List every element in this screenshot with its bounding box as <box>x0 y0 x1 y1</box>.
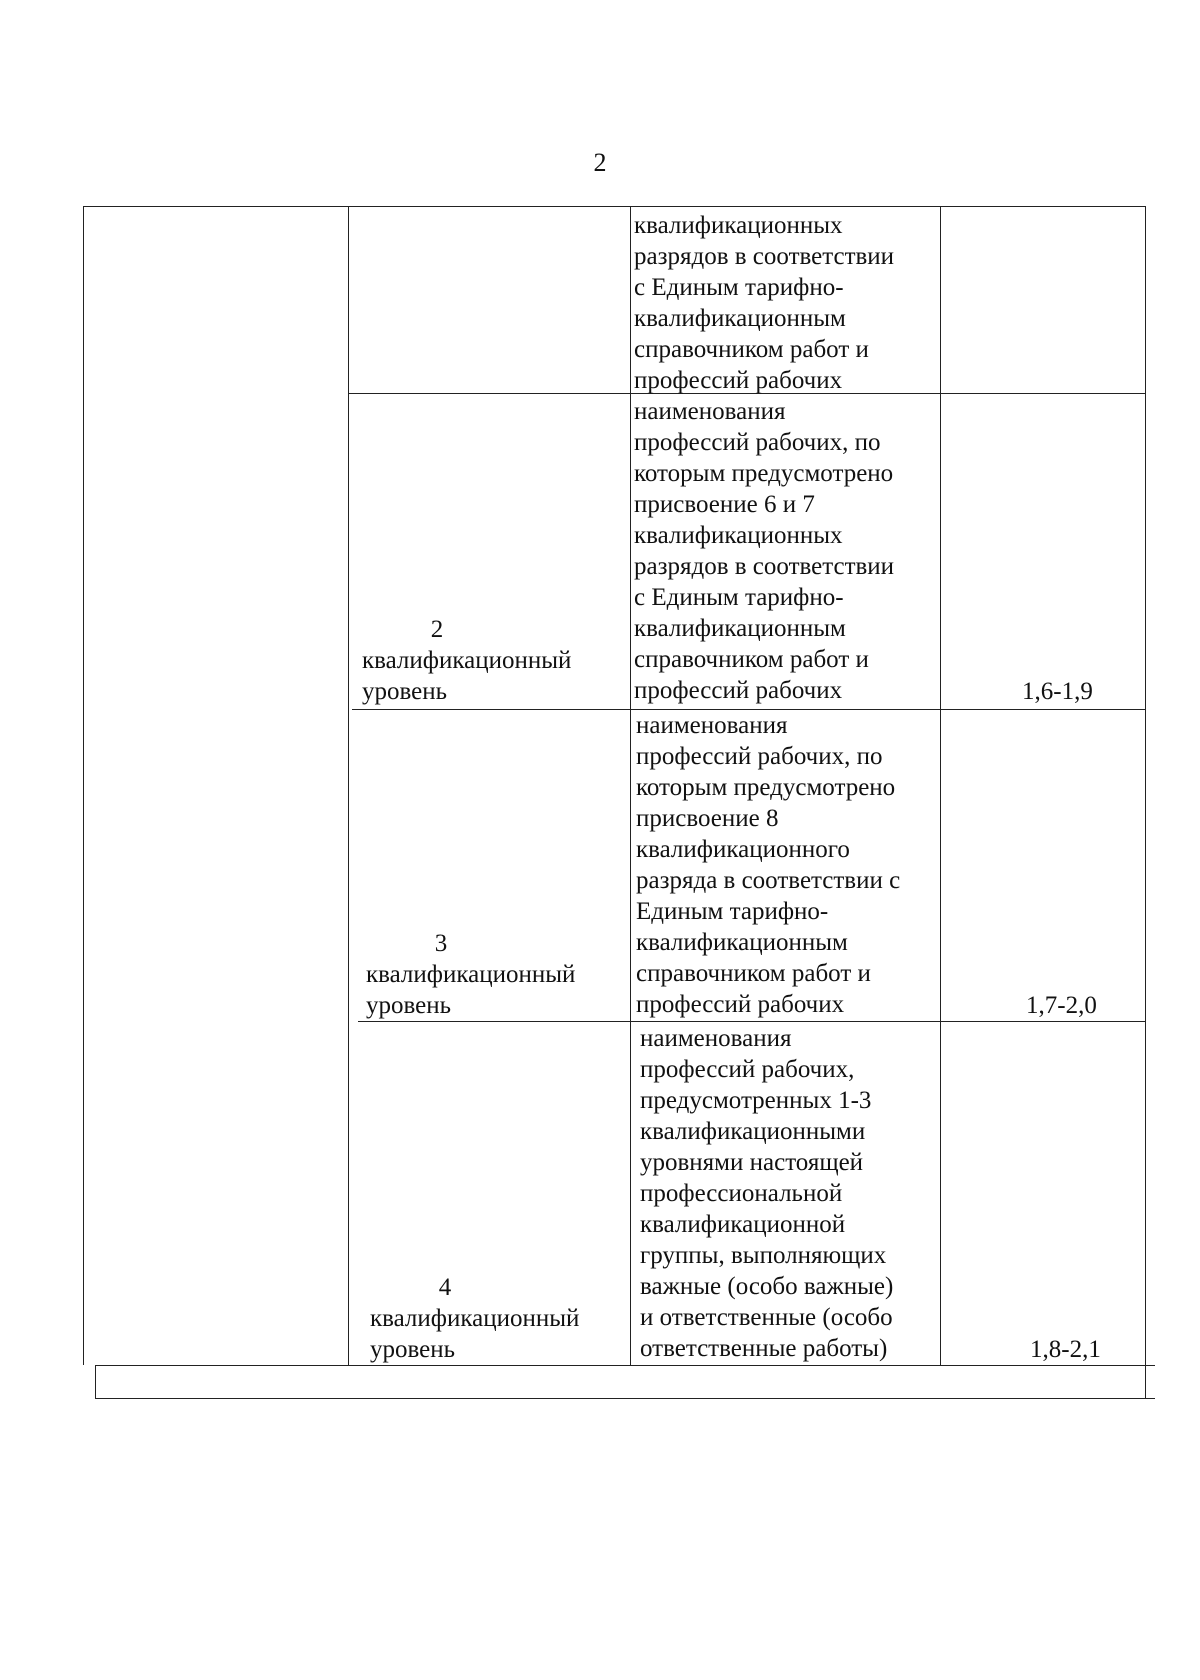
description-line: квалификационных <box>634 212 843 239</box>
description-line: ответственные работы) <box>640 1335 888 1362</box>
description-line: квалификационного <box>636 836 850 863</box>
description-line: профессий рабочих <box>634 677 843 704</box>
description-line: квалификационным <box>634 305 846 332</box>
description-line: наименования <box>634 398 786 425</box>
description-line: профессий рабочих <box>636 991 845 1018</box>
table-row-3-level <box>366 928 575 1021</box>
description-line: справочником работ и <box>634 646 869 673</box>
table-row-4-description <box>640 1023 893 1364</box>
table-top-border <box>83 206 1145 207</box>
description-line: квалификационным <box>636 929 848 956</box>
description-line: профессий рабочих, по <box>636 743 883 770</box>
table-row-2-ratio: 1,6-1,9 <box>1022 678 1093 705</box>
description-line: Единым тарифно- <box>636 898 829 925</box>
description-line: наименования <box>636 712 788 739</box>
description-line: которым предусмотрено <box>636 774 896 801</box>
level-label-line: квалификационный <box>370 1305 580 1332</box>
level-label-line: уровень <box>370 1336 456 1363</box>
description-line: группы, выполняющих <box>640 1242 887 1269</box>
extra-row-left-border <box>95 1365 96 1398</box>
level-label-line: квалификационный <box>362 647 572 674</box>
column-divider-2 <box>630 206 631 1365</box>
row-divider-3 <box>358 1021 1145 1022</box>
description-line: профессий рабочих, <box>640 1056 855 1083</box>
level-number: 2 <box>430 616 444 643</box>
description-line: квалификационными <box>640 1118 866 1145</box>
level-label-line: квалификационный <box>366 961 576 988</box>
table-row-3-description <box>636 710 900 1020</box>
extra-row-bottom-border <box>95 1398 1155 1399</box>
description-line: профессий рабочих, по <box>634 429 881 456</box>
description-line: разрядов в соответствии <box>634 553 895 580</box>
table-row-1-description <box>634 210 894 396</box>
description-line: квалификационным <box>634 615 846 642</box>
table-row-4-level <box>370 1272 579 1365</box>
table-row-3-ratio: 1,7-2,0 <box>1026 992 1097 1019</box>
description-line: которым предусмотрено <box>634 460 894 487</box>
description-line: присвоение 8 <box>636 805 779 832</box>
description-line: профессий рабочих <box>634 367 843 394</box>
description-line: разрядов в соответствии <box>634 243 895 270</box>
description-line: уровнями настоящей <box>640 1149 864 1176</box>
page-number: 2 <box>593 148 607 177</box>
table-bottom-border <box>95 1365 1155 1366</box>
table-right-border <box>1145 206 1146 1398</box>
column-divider-3 <box>940 206 941 1365</box>
table-row-2-description <box>634 396 894 706</box>
description-line: присвоение 6 и 7 <box>634 491 815 518</box>
description-line: с Единым тарифно- <box>634 274 844 301</box>
table-left-border <box>83 206 84 1365</box>
level-number: 4 <box>438 1274 452 1301</box>
description-line: справочником работ и <box>636 960 871 987</box>
description-line: квалификационных <box>634 522 843 549</box>
level-number: 3 <box>434 930 448 957</box>
table-row-2-level <box>362 614 571 707</box>
description-line: разряда в соответствии с <box>636 867 901 894</box>
description-line: наименования <box>640 1025 792 1052</box>
description-line: с Единым тарифно- <box>634 584 844 611</box>
table-row-4-ratio: 1,8-2,1 <box>1030 1336 1101 1363</box>
description-line: квалификационной <box>640 1211 846 1238</box>
description-line: и ответственные (особо <box>640 1304 893 1331</box>
column-divider-1 <box>348 206 349 1365</box>
description-line: справочником работ и <box>634 336 869 363</box>
level-label-line: уровень <box>362 678 448 705</box>
description-line: важные (особо важные) <box>640 1273 894 1300</box>
level-label-line: уровень <box>366 992 452 1019</box>
description-line: предусмотренных 1-3 <box>640 1087 872 1114</box>
description-line: профессиональной <box>640 1180 843 1207</box>
